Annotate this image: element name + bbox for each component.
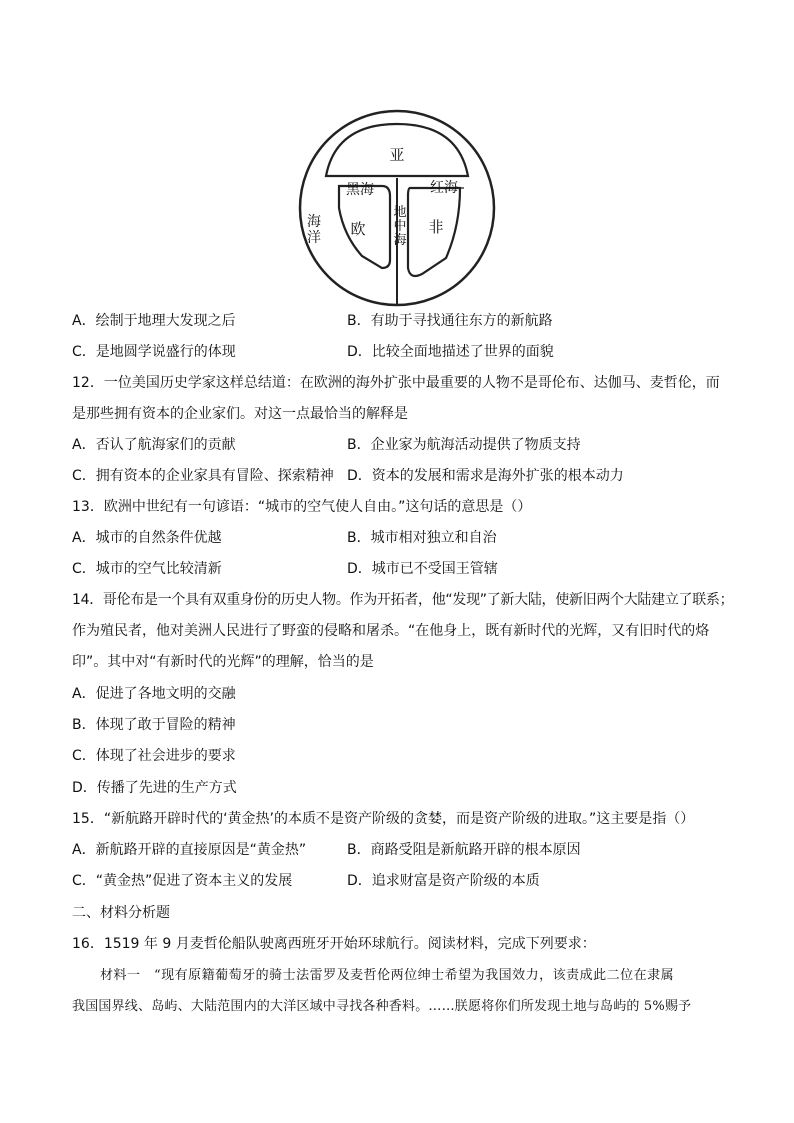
q15-option-b: B．商路受阻是新航路开辟的根本原因 (347, 842, 581, 858)
q13-option-d: D．城市已不受国王管辖 (347, 561, 498, 577)
map-label-black-sea: 黑海 (346, 182, 374, 198)
q14-stem-line2: 作为殖民者，他对美洲人民进行了野蛮的侵略和屠杀。“在他身上，既有新时代的光辉，又有旧时代的烙 (72, 623, 710, 639)
q12-option-b: B．企业家为航海活动提供了物质支持 (347, 437, 581, 453)
q14-option-c: C．体现了社会进步的要求 (72, 748, 236, 764)
q14-option-d: D．传播了先进的生产方式 (72, 780, 237, 796)
map-label-africa: 非 (428, 218, 444, 236)
map-label-asia: 亚 (389, 146, 405, 164)
section-title-material-analysis: 二、材料分析题 (72, 905, 170, 921)
q16-material-line1: 材料一 “现有原籍葡萄牙的骑士法雷罗及麦哲伦两位绅士希望为我国效力，该责成此二位在隶属 (100, 968, 675, 983)
q15-stem: 15．“新航路开辟时代的‘黄金热’的本质不是资产阶级的贪婪，而是资产阶级的进取。”这主要是指（） (72, 811, 695, 827)
q12-option-c: C．拥有资本的企业家具有冒险、探索精神 (72, 468, 334, 484)
q14-stem-line3: 印”。其中对“有新时代的光辉”的理解，恰当的是 (72, 654, 374, 670)
q14-option-b: B．体现了敢于冒险的精神 (72, 717, 236, 733)
q13-option-c: C．城市的空气比较清新 (72, 561, 222, 577)
q11-option-a: A．绘制于地理大发现之后 (72, 313, 236, 329)
map-label-mediterranean: 地中海 (393, 205, 407, 248)
ancient-world-map-figure (296, 108, 498, 308)
q11-option-c: C．是地圆学说盛行的体现 (72, 344, 236, 360)
q13-stem: 13．欧洲中世纪有一句谚语：“城市的空气使人自由。”这句话的意思是（） (72, 499, 532, 515)
q16-stem: 16．1519 年 9 月麦哲伦船队驶离西班牙开始环球航行。阅读材料，完成下列要求： (72, 936, 596, 952)
q15-option-a: A．新航路开辟的直接原因是“黄金热” (72, 842, 307, 858)
q16-material-line2: 我国国界线、岛屿、大陆范围内的大洋区域中寻找各种香料。……朕愿将你们所发现土地与岛屿的 5%赐予 (72, 999, 692, 1014)
q15-option-d: D．追求财富是资产阶级的本质 (347, 873, 540, 889)
map-label-europe: 欧 (350, 220, 366, 238)
map-label-red-sea: 红海 (430, 180, 458, 196)
q13-option-a: A．城市的自然条件优越 (72, 530, 222, 546)
q12-stem-line1: 12．一位美国历史学家这样总结道：在欧洲的海外扩张中最重要的人物不是哥伦布、达伽马、麦哲伦，而 (72, 375, 720, 391)
q11-option-d: D．比较全面地描述了世界的面貌 (347, 344, 554, 360)
q11-option-b: B．有助于寻找通往东方的新航路 (347, 313, 553, 329)
q14-stem-line1: 14．哥伦布是一个具有双重身份的历史人物。作为开拓者，他“发现”了新大陆，使新旧两个大陆建立了联系； (72, 592, 734, 608)
q12-option-d: D．资本的发展和需求是海外扩张的根本动力 (347, 468, 624, 484)
map-label-ocean: 海洋 (307, 214, 321, 246)
q12-option-a: A．否认了航海家们的贡献 (72, 437, 236, 453)
q13-option-b: B．城市相对独立和自治 (347, 530, 497, 546)
q14-option-a: A．促进了各地文明的交融 (72, 686, 236, 702)
q15-option-c: C．“黄金热”促进了资本主义的发展 (72, 873, 293, 889)
q12-stem-line2: 是那些拥有资本的企业家们。对这一点最恰当的解释是 (72, 406, 408, 422)
